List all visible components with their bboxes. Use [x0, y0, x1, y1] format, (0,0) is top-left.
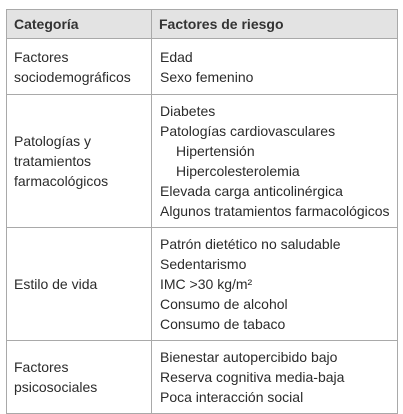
risk-factors-table: [6, 9, 398, 414]
risk-factor-item: Algunos tratamientos farmacológicos: [160, 203, 390, 219]
table-row: [7, 95, 398, 228]
header-risk-factors: Factores de riesgo: [152, 10, 398, 39]
risk-factor-item: Sexo femenino: [160, 68, 254, 85]
risk-factor-subitem: Hipercolesterolemia: [176, 163, 300, 179]
table-row: [7, 228, 398, 341]
category-cell: [7, 39, 152, 95]
category-cell: [7, 228, 152, 341]
risk-factor-item: Sedentarismo: [160, 256, 247, 272]
risk-factor-item: Poca interacción social: [160, 389, 304, 405]
risk-factor-subitem: Hipertensión: [176, 143, 255, 159]
category-cell: [7, 341, 152, 414]
risk-factor-item: Consumo de alcohol: [160, 296, 288, 312]
category-line: Patologías y: [14, 133, 92, 149]
category-line: tratamientos: [14, 153, 92, 169]
category-line: Estilo de vida: [14, 276, 98, 292]
risk-factor-item: Patrón dietético no saludable: [160, 236, 341, 252]
table-body: [7, 39, 398, 414]
header-category: Categoría: [7, 10, 152, 39]
category-line: farmacológicos: [14, 173, 109, 189]
risk-factor-item: Diabetes: [160, 103, 216, 119]
table-row: [7, 39, 398, 95]
factors-cell: [152, 341, 398, 414]
risk-factors-table-container: [6, 9, 397, 414]
table-header-row: [7, 10, 398, 39]
factors-cell: [152, 228, 398, 341]
risk-factor-item: Consumo de tabaco: [160, 316, 286, 332]
risk-factor-item: Patologías cardiovasculares: [160, 123, 336, 139]
risk-factor-item: Edad: [160, 48, 193, 65]
risk-factor-item: Reserva cognitiva media-baja: [160, 369, 345, 385]
risk-factor-item: Bienestar autopercibido bajo: [160, 349, 338, 365]
factors-cell: [152, 95, 398, 228]
category-cell: [7, 95, 152, 228]
category-line: sociodemográficos: [14, 68, 131, 85]
category-line: Factores: [14, 359, 69, 375]
risk-factor-item: IMC >30 kg/m²: [160, 276, 253, 292]
table-row: [7, 341, 398, 414]
category-line: Factores: [14, 48, 69, 65]
category-line: psicosociales: [14, 379, 98, 395]
risk-factor-item: Elevada carga anticolinérgica: [160, 183, 343, 199]
factors-cell: [152, 39, 398, 95]
